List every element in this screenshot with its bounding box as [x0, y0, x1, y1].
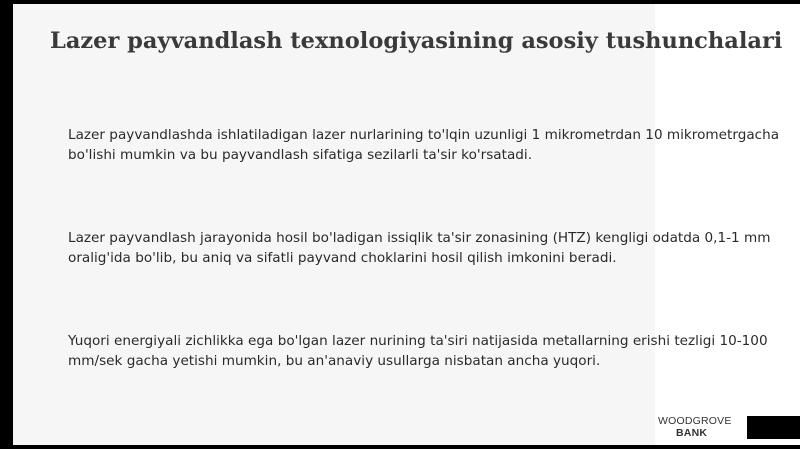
logo-text-line1: WOODGROVE: [658, 415, 732, 427]
logo-text-line2: BANK: [676, 427, 708, 439]
paragraph-melting-speed: Yuqori energiyali zichlikka ega bo'lgan lazer nurining ta'siri natijasida metallarning erishi tezligi 10-100 mm/sek gacha yetishi mumkin, bu an'anaviy usullarga nisbatan ancha yuqori.: [68, 333, 768, 369]
slide-canvas: [13, 4, 655, 445]
paragraph-heat-affected-zone: Lazer payvandlash jarayonida hosil bo'ladigan issiqlik ta'sir zonasining (HTZ) kengligi odatda 0,1-1 mm oralig'ida bo'lib, bu aniq va sifatli payvand choklarini hosil qilish imkonini beradi.: [68, 230, 771, 266]
paragraph-wavelength: Lazer payvandlashda ishlatiladigan lazer nurlarining to'lqin uzunligi 1 mikrometrdan 10 mikrometrgacha bo'lishi mumkin va bu payvandlash sifatiga sezilarli ta'sir ko'rsatadi.: [68, 127, 780, 163]
slide-canvas-right: [655, 4, 800, 445]
company-logo: [658, 415, 732, 439]
slide-title: Lazer payvandlash texnologiyasining asosiy tushunchalari: [50, 28, 783, 54]
logo-block: [747, 416, 800, 439]
